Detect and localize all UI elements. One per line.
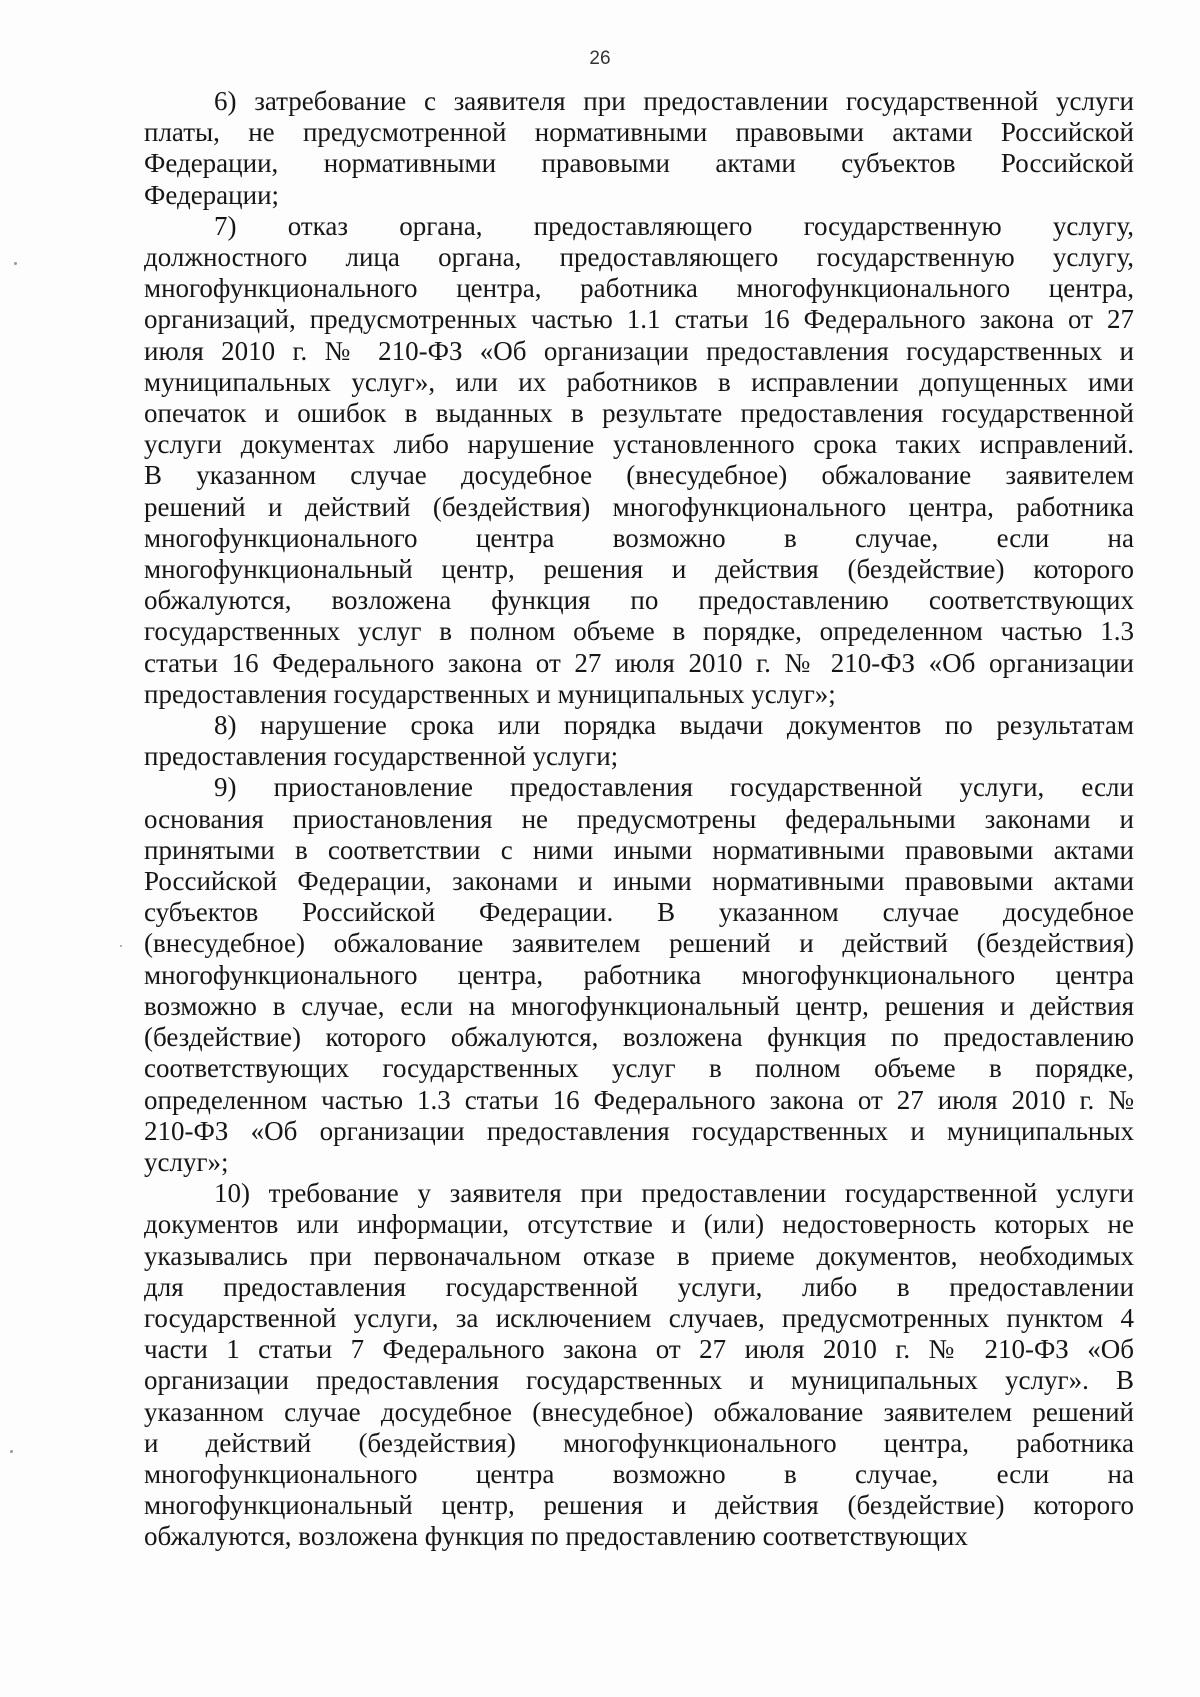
text-line: многофункционального центра возможно в случае, если на <box>144 1458 1134 1489</box>
text-line: Российской Федерации, законами и иными нормативными правовыми актами <box>144 866 1134 897</box>
text-line: государственной услуги, за исключением случаев, предусмотренных пунктом 4 <box>144 1302 1134 1333</box>
text-line: предоставления государственных и муниципальных услуг»; <box>144 678 836 709</box>
paragraph-item-9 <box>144 772 1134 1178</box>
text-line: В указанном случае досудебное (внесудебное) обжалование заявителем <box>144 460 1134 491</box>
text-line: 7) отказ органа, предоставляющего государственную услугу, <box>214 210 1134 241</box>
text-line: обжалуются, возложена функция по предоставлению соответствующих <box>144 585 1134 616</box>
text-line: Федерации; <box>144 179 280 210</box>
text-line: предоставления государственной услуги; <box>144 741 619 772</box>
text-line: для предоставления государственной услуги, либо в предоставлении <box>144 1271 1134 1302</box>
text-line: муниципальных услуг», или их работников в исправлении допущенных ими <box>144 366 1134 397</box>
text-line: многофункционального центра возможно в случае, если на <box>144 522 1134 553</box>
paragraph-item-8 <box>144 710 1134 772</box>
document-body <box>144 86 1134 1553</box>
text-line: документов или информации, отсутствие и (или) недостоверность которых не <box>144 1209 1134 1240</box>
text-line: возможно в случае, если на многофункциональный центр, решения и действия <box>144 990 1134 1021</box>
text-line: 6) затребование с заявителя при предоставлении государственной услуги <box>214 86 1134 116</box>
text-line: платы, не предусмотренной нормативными правовыми актами Российской <box>144 117 1134 148</box>
page-number: 26 <box>589 48 611 69</box>
text-line: 10) требование у заявителя при предоставлении государственной услуги <box>214 1178 1134 1209</box>
text-line: определенном частью 1.3 статьи 16 Федерального закона от 27 июля 2010 г. № <box>144 1084 1134 1115</box>
text-line: многофункциональный центр, решения и действия (бездействие) которого <box>144 1490 1134 1521</box>
paragraph-item-10 <box>144 1178 1134 1552</box>
text-line: указанном случае досудебное (внесудебное) обжалование заявителем решений <box>144 1396 1134 1427</box>
text-line: (внесудебное) обжалование заявителем решений и действий (бездействия) <box>144 928 1134 959</box>
text-line: организации предоставления государственных и муниципальных услуг». В <box>144 1365 1134 1396</box>
text-line: организаций, предусмотренных частью 1.1 статьи 16 Федерального закона от 27 <box>144 304 1134 335</box>
text-line: опечаток и ошибок в выданных в результате предоставления государственной <box>144 398 1134 429</box>
text-line: Федерации, нормативными правовыми актами субъектов Российской <box>144 148 1134 179</box>
text-line: решений и действий (бездействия) многофункционального центра, работника <box>144 491 1134 522</box>
text-line: многофункциональный центр, решения и действия (бездействие) которого <box>144 554 1134 585</box>
paragraph-item-7 <box>144 211 1134 710</box>
text-line: (бездействие) которого обжалуются, возложена функция по предоставлению <box>144 1022 1134 1053</box>
text-line: и действий (бездействия) многофункционального центра, работника <box>144 1427 1134 1458</box>
text-line: государственных услуг в полном объеме в порядке, определенном частью 1.3 <box>144 616 1134 647</box>
text-line: указывались при первоначальном отказе в приеме документов, необходимых <box>144 1240 1134 1271</box>
text-line: 210-ФЗ «Об организации предоставления государственных и муниципальных <box>144 1115 1134 1146</box>
text-line: принятыми в соответствии с ними иными нормативными правовыми актами <box>144 834 1134 865</box>
text-line: соответствующих государственных услуг в полном объеме в порядке, <box>144 1053 1134 1084</box>
text-line: многофункционального центра, работника многофункционального центра <box>144 959 1134 990</box>
text-line: 9) приостановление предоставления государственной услуги, если <box>214 772 1134 803</box>
text-line: основания приостановления не предусмотрены федеральными законами и <box>144 803 1134 834</box>
text-line: 8) нарушение срока или порядка выдачи документов по результатам <box>214 710 1134 741</box>
text-line: части 1 статьи 7 Федерального закона от 27 июля 2010 г. № 210-ФЗ «Об <box>144 1334 1134 1365</box>
text-line: должностного лица органа, предоставляющего государственную услугу, <box>144 242 1134 273</box>
scan-artifact <box>120 945 122 947</box>
paragraph-item-6 <box>144 86 1134 211</box>
text-line: услуги документах либо нарушение установленного срока таких исправлений. <box>144 429 1134 460</box>
scan-artifact <box>10 1450 13 1453</box>
text-line: услуг»; <box>144 1146 229 1177</box>
scan-artifact <box>14 262 17 265</box>
text-line: статьи 16 Федерального закона от 27 июля 2010 г. № 210-ФЗ «Об организации <box>144 647 1134 678</box>
text-line: субъектов Российской Федерации. В указанном случае досудебное <box>144 897 1134 928</box>
text-line: обжалуются, возложена функция по предоставлению соответствующих <box>144 1521 968 1552</box>
text-line: многофункционального центра, работника многофункционального центра, <box>144 273 1134 304</box>
text-line: июля 2010 г. № 210-ФЗ «Об организации предоставления государственных и <box>144 335 1134 366</box>
